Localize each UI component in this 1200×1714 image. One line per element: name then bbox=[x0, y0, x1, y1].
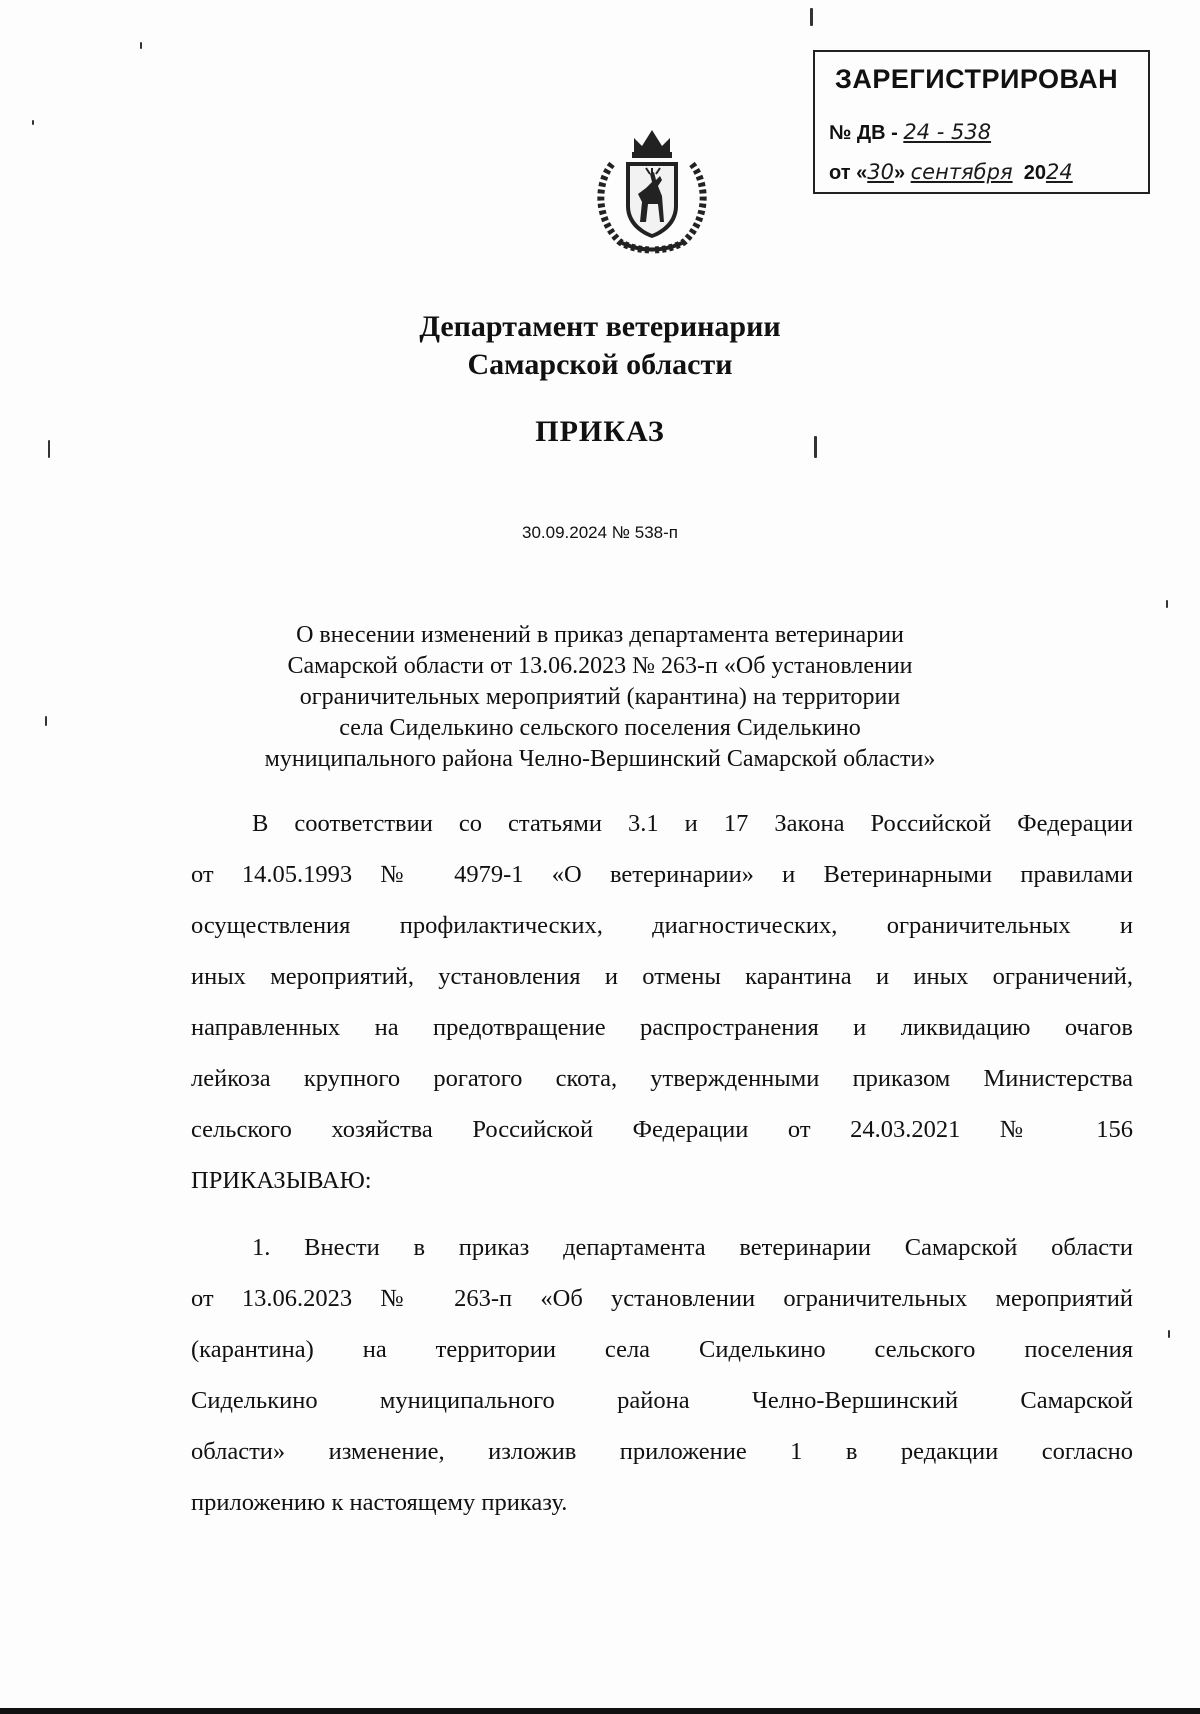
subject-line: села Сиделькино сельского поселения Сиделькино bbox=[339, 715, 861, 741]
coat-of-arms-icon bbox=[590, 124, 714, 254]
stamp-date-day: 30 bbox=[867, 160, 894, 184]
body-line: сельского хозяйства Российской Федерации от 24.03.2021 № 156 bbox=[191, 1116, 1133, 1143]
preamble-paragraph bbox=[191, 798, 1133, 1206]
scan-speck bbox=[140, 42, 142, 49]
department-line-1: Департамент ветеринарии bbox=[419, 310, 781, 343]
body-line: приложению к настоящему приказу. bbox=[191, 1489, 568, 1516]
body-line: (карантина) на территории села Сиделькино сельского поселения bbox=[191, 1336, 1133, 1363]
registration-stamp bbox=[813, 50, 1150, 194]
body-line: 1. Внести в приказ департамента ветеринарии Самарской области bbox=[252, 1234, 1133, 1261]
scan-bottom-edge bbox=[0, 1708, 1200, 1714]
stamp-date-month: сентября bbox=[910, 160, 1013, 184]
stamp-date-mid: » bbox=[893, 162, 906, 184]
body-line: от 14.05.1993 № 4979-1 «О ветеринарии» и Ветеринарными правилами bbox=[191, 861, 1133, 888]
item-1-paragraph bbox=[191, 1222, 1133, 1528]
body-line: иных мероприятий, установления и отмены карантина и иных ограничений, bbox=[191, 963, 1133, 990]
department-name bbox=[0, 308, 1200, 384]
body-line: В соответствии со статьями 3.1 и 17 Закона Российской Федерации bbox=[252, 810, 1133, 837]
subject-line: муниципального района Челно-Вершинский Самарской области» bbox=[264, 746, 936, 772]
scan-speck bbox=[32, 120, 34, 125]
subject-line: ограничительных мероприятий (карантина) на территории bbox=[299, 684, 901, 710]
subject-line: Самарской области от 13.06.2023 № 263-п «Об установлении bbox=[287, 653, 913, 679]
body-line: от 13.06.2023 № 263-п «Об установлении ограничительных мероприятий bbox=[191, 1285, 1133, 1312]
scan-speck bbox=[48, 440, 50, 458]
stamp-year-suffix: 24 bbox=[1045, 160, 1073, 184]
subject-line: О внесении изменений в приказ департамента ветеринарии bbox=[296, 622, 904, 648]
body-line: области» изменение, изложив приложение 1 в редакции согласно bbox=[191, 1438, 1133, 1465]
scan-speck bbox=[810, 8, 813, 26]
order-date-number: 30.09.2024 № 538-п bbox=[522, 523, 678, 542]
scan-speck bbox=[814, 436, 817, 458]
body-line: лейкоза крупного рогатого скота, утвержденными приказом Министерства bbox=[191, 1065, 1133, 1092]
stamp-date-prefix: от « bbox=[829, 162, 868, 184]
body-line-order-word: ПРИКАЗЫВАЮ: bbox=[191, 1167, 372, 1194]
stamp-title: ЗАРЕГИСТРИРОВАН bbox=[835, 64, 1119, 94]
stamp-number-prefix: № ДВ - bbox=[829, 122, 898, 144]
body-line: направленных на предотвращение распространения и ликвидацию очагов bbox=[191, 1014, 1133, 1041]
stamp-date-row bbox=[829, 160, 1073, 185]
stamp-number-row bbox=[829, 120, 991, 145]
body-line: осуществления профилактических, диагностических, ограничительных и bbox=[191, 912, 1133, 939]
scan-speck bbox=[45, 716, 47, 726]
stamp-year-prefix: 20 bbox=[1023, 162, 1046, 184]
body-line: Сиделькино муниципального района Челно-Вершинский Самарской bbox=[191, 1387, 1133, 1414]
document-type-title: ПРИКАЗ bbox=[535, 415, 665, 448]
stamp-number-handwritten: 24 - 538 bbox=[903, 120, 992, 144]
department-line-2: Самарской области bbox=[467, 348, 733, 381]
scan-speck bbox=[1168, 1330, 1170, 1338]
order-subject bbox=[200, 620, 1000, 775]
scan-speck bbox=[1166, 600, 1168, 608]
